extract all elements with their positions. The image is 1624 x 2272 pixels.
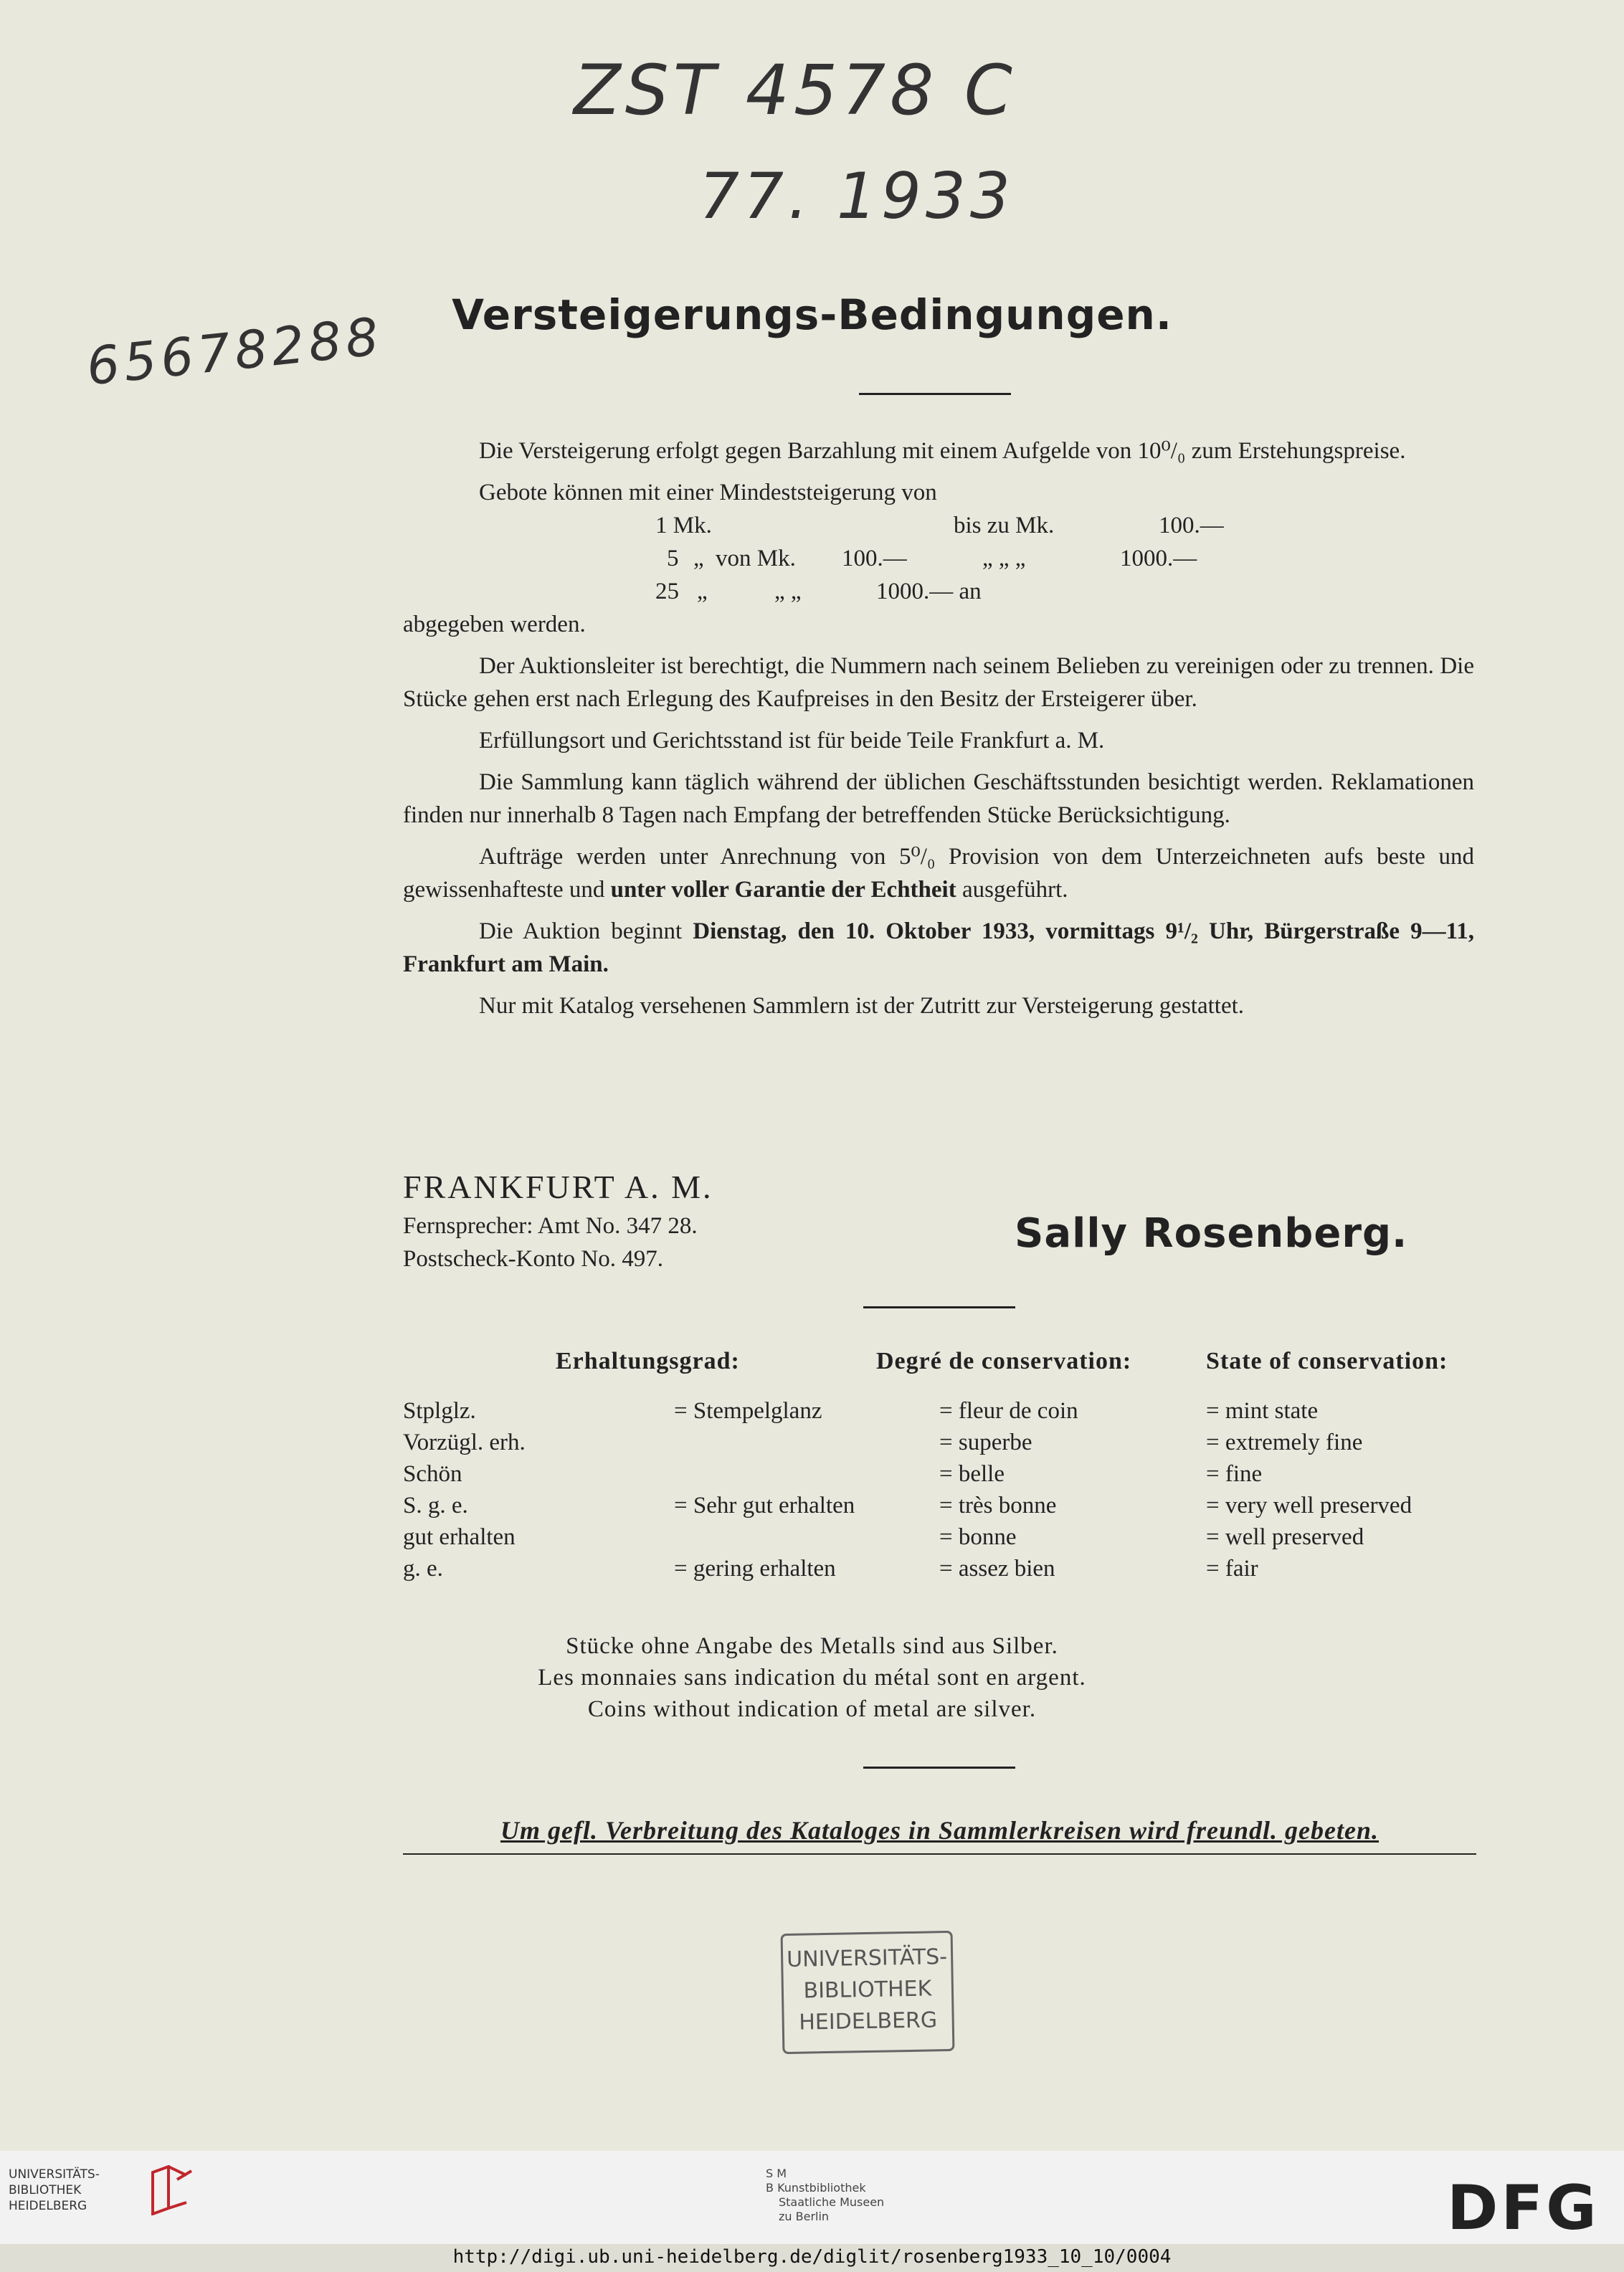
distribution-appeal: Um gefl. Verbreitung des Kataloges in Sammlerkreisen wird freundl. gebeten.: [500, 1816, 1380, 1845]
bid-row2-ditto: „: [693, 546, 704, 571]
grade-french: = superbe: [939, 1430, 1032, 1455]
phone-number: Fernsprecher: Amt No. 347 28.: [403, 1213, 698, 1239]
paragraph-submitted: abgegeben werden.: [403, 612, 586, 637]
grade-abbr: gut erhalten: [403, 1524, 516, 1550]
smb-logo-text: [766, 2167, 884, 2224]
bid-row1-amount: 1 Mk.: [655, 513, 712, 538]
grade-english: = very well preserved: [1206, 1493, 1412, 1518]
smb-line: Staatliche Museen: [779, 2195, 885, 2209]
city-name: FRANKFURT A. M.: [403, 1169, 713, 1205]
postal-account: Postscheck-Konto No. 497.: [403, 1246, 663, 1272]
paragraph-bids: Gebote können mit einer Mindeststeigerung von: [479, 480, 937, 505]
grade-abbr: Schön: [403, 1461, 462, 1487]
university-line: UNIVERSITÄTS-: [9, 2167, 100, 2182]
grade-abbr: Vorzügl. erh.: [403, 1430, 526, 1455]
bid-row2-limit: 1000.—: [1120, 546, 1197, 571]
page-url-link[interactable]: http://digi.ub.uni-heidelberg.de/diglit/rosenberg1933_10_10/0004: [452, 2246, 1172, 2268]
bid-row2-amount: 5: [667, 546, 679, 571]
grade-french: = bonne: [939, 1524, 1017, 1550]
bid-row3-ditto: „: [697, 579, 708, 604]
auctioneer-signature: Sally Rosenberg.: [1015, 1210, 1408, 1257]
stamp-line: BIBLIOTHEK: [803, 1976, 932, 2004]
paragraph-jurisdiction: Erfüllungsort und Gerichtsstand ist für beide Teile Frankfurt a. M.: [479, 728, 1105, 754]
smb-line: zu Berlin: [779, 2210, 830, 2223]
auction-intro: Die Auktion beginnt: [479, 918, 693, 944]
appeal-underline: [403, 1853, 1476, 1855]
library-stamp: [781, 1931, 955, 2054]
handwritten-year: 77. 1933: [699, 159, 1015, 233]
smb-line: S M: [766, 2167, 787, 2180]
bid-row2-from: von Mk.: [716, 546, 796, 571]
grade-french: = belle: [939, 1461, 1005, 1487]
stamp-line: HEIDELBERG: [799, 2007, 938, 2035]
contact-block: [403, 1165, 713, 1275]
paragraph-commissions: [403, 840, 1474, 906]
grade-german: = Sehr gut erhalten: [674, 1493, 855, 1518]
paragraph-auctioneer: Der Auktionsleiter ist berechtigt, die Nummern nach seinem Belieben zu vereinigen oder zu trennen. Die Stücke gehen erst nach Erlegung des Kaufpreises in den Besitz der Ersteigerer über.: [403, 653, 1474, 712]
page-title: Versteigerungs-Bedingungen.: [452, 290, 1172, 339]
bid-row3-amount: 25: [655, 579, 679, 604]
grade-french: = fleur de coin: [939, 1398, 1078, 1424]
header-english: State of conservation:: [1206, 1348, 1448, 1374]
paragraph-viewing: Die Sammlung kann täglich während der üblichen Geschäftsstunden besichtigt werden. Reklamationen finden nur innerhalb 8 Tagen nach Empfang der betreffenden Stücke Berücksichtigung.: [403, 769, 1474, 828]
grade-english: = fair: [1206, 1556, 1258, 1582]
grade-english: = fine: [1206, 1461, 1263, 1487]
paragraph-payment: Die Versteigerung erfolgt gegen Barzahlung mit einem Aufgelde von 10⁰/₀ zum Erstehungspreise.: [479, 438, 1406, 464]
bid-row3-value: 1000.— an: [876, 579, 982, 604]
university-line: HEIDELBERG: [9, 2199, 87, 2213]
bid-row2-dittos: „ „ „: [982, 546, 1026, 571]
bid-row1-label: bis zu Mk.: [954, 513, 1055, 538]
stamp-line: UNIVERSITÄTS-: [786, 1944, 948, 1972]
bid-row1-limit: 100.—: [1159, 513, 1224, 538]
smb-line: B Kunstbibliothek: [766, 2181, 866, 2195]
grade-abbr: g. e.: [403, 1556, 443, 1582]
bid-increment-table: [403, 509, 1474, 608]
grade-english: = mint state: [1206, 1398, 1319, 1424]
university-line: BIBLIOTHEK: [9, 2183, 82, 2197]
commissions-text: Aufträge werden unter Anrechnung von 5⁰/₀ Provision von dem Unterzeichneten aufs beste und gewissenhafteste und: [403, 844, 1474, 903]
grade-english: = extremely fine: [1206, 1430, 1363, 1455]
grade-german: = gering erhalten: [674, 1556, 836, 1582]
conditions-text: [403, 434, 1474, 1031]
notes-divider: [863, 1767, 1015, 1769]
grade-german: = Stempelglanz: [674, 1398, 822, 1424]
metal-note-german: Stücke ohne Angabe des Metalls sind aus Silber.: [566, 1633, 1058, 1659]
paragraph-admission: Nur mit Katalog versehenen Sammlern ist der Zutritt zur Versteigerung gestattet.: [479, 993, 1245, 1019]
metal-note-english: Coins without indication of metal are silver.: [587, 1696, 1037, 1722]
bid-row3-dittos: „ „: [774, 579, 802, 604]
commissions-guarantee: unter voller Garantie der Echtheit: [610, 877, 956, 903]
commissions-end: ausgeführt.: [956, 877, 1068, 903]
header-german: Erhaltungsgrad:: [556, 1348, 740, 1374]
metal-note-french: Les monnaies sans indication du métal sont en argent.: [538, 1665, 1086, 1691]
dfg-logo: DFG: [1447, 2172, 1600, 2244]
header-french: Degré de conservation:: [876, 1348, 1132, 1374]
title-divider: [859, 393, 1011, 395]
university-logo-icon: [147, 2165, 197, 2215]
grade-english: = well preserved: [1206, 1524, 1364, 1550]
bid-row2-from-value: 100.—: [842, 546, 907, 571]
grade-abbr: Stplglz.: [403, 1398, 476, 1424]
university-logo-text: [9, 2167, 100, 2214]
grade-french: = assez bien: [939, 1556, 1055, 1582]
grade-french: = très bonne: [939, 1493, 1057, 1518]
paragraph-auction-date: [403, 915, 1474, 981]
handwritten-shelfmark: ZST 4578 C: [574, 50, 1017, 130]
auction-date-location: Dienstag, den 10. Oktober 1933, vormittags 9¹/₂ Uhr, Bürgerstraße 9—11, Frankfurt am Main.: [403, 918, 1475, 977]
contact-divider: [863, 1306, 1015, 1308]
grade-abbr: S. g. e.: [403, 1493, 468, 1518]
handwritten-number: 65678288: [83, 305, 386, 397]
